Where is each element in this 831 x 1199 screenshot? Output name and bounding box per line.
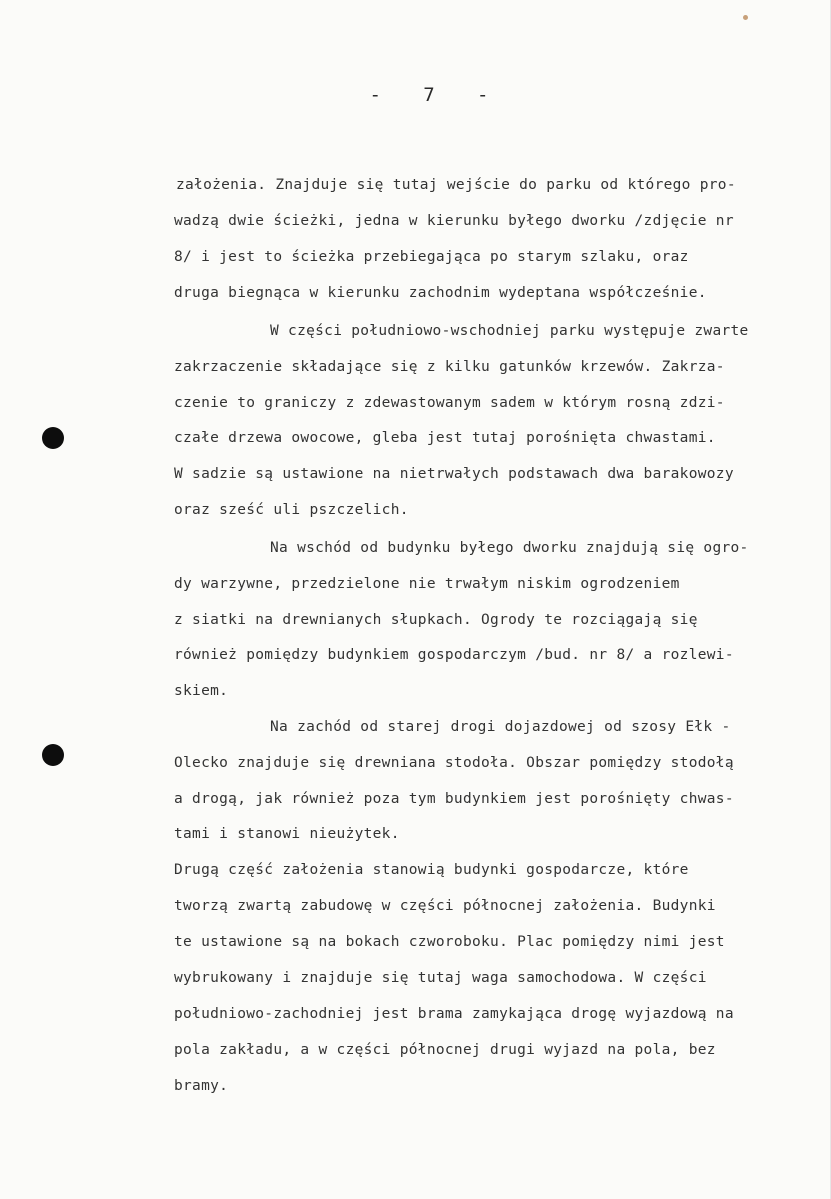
text-line: Na zachód od starej drogi dojazdowej od szosy Ełk -	[270, 719, 731, 735]
text-line: tworzą zwartą zabudowę w części północnej założenia. Budynki	[174, 898, 716, 914]
text-line: dy warzywne, przedzielone nie trwałym niskim ogrodzeniem	[174, 576, 680, 592]
text-line: bramy.	[174, 1078, 229, 1094]
punch-hole-top	[42, 427, 64, 449]
text-line: te ustawione są na bokach czworoboku. Plac pomiędzy nimi jest	[174, 934, 725, 950]
text-line: zakrzaczenie składające się z kilku gatunków krzewów. Zakrza-	[174, 359, 725, 375]
text-line: Na wschód od budynku byłego dworku znajdują się ogro-	[270, 540, 749, 556]
text-line: czałe drzewa owocowe, gleba jest tutaj porośnięta chwastami.	[174, 430, 716, 446]
text-line: oraz sześć uli pszczelich.	[174, 502, 409, 518]
text-line: druga biegnąca w kierunku zachodnim wydeptana współcześnie.	[174, 285, 707, 301]
text-line: a drogą, jak również poza tym budynkiem jest porośnięty chwas-	[174, 791, 734, 807]
page-number: - 7 -	[369, 84, 491, 106]
text-line: skiem.	[174, 683, 229, 699]
text-line: Olecko znajduje się drewniana stodoła. Obszar pomiędzy stodołą	[174, 755, 734, 771]
text-line: pola zakładu, a w części północnej drugi wyjazd na pola, bez	[174, 1042, 716, 1058]
text-line: 8/ i jest to ścieżka przebiegająca po starym szlaku, oraz	[174, 249, 689, 265]
text-line: południowo-zachodniej jest brama zamykająca drogę wyjazdową na	[174, 1006, 734, 1022]
text-line: założenia. Znajduje się tutaj wejście do parku od którego pro-	[176, 177, 736, 193]
text-line: wadzą dwie ścieżki, jedna w kierunku byłego dworku /zdjęcie nr	[174, 213, 734, 229]
text-line: W części południowo-wschodniej parku występuje zwarte	[270, 323, 749, 339]
text-line: Drugą część założenia stanowią budynki gospodarcze, które	[174, 862, 689, 878]
text-line: tami i stanowi nieużytek.	[174, 826, 400, 842]
text-line: wybrukowany i znajduje się tutaj waga samochodowa. W części	[174, 970, 707, 986]
text-line: z siatki na drewnianych słupkach. Ogrody te rozciągają się	[174, 612, 698, 628]
paper-speck	[743, 15, 748, 20]
text-line: również pomiędzy budynkiem gospodarczym /bud. nr 8/ a rozlewi-	[174, 647, 734, 663]
text-line: czenie to graniczy z zdewastowanym sadem w którym rosną zdzi-	[174, 395, 725, 411]
text-line: W sadzie są ustawione na nietrwałych podstawach dwa barakowozy	[174, 466, 734, 482]
punch-hole-bottom	[42, 744, 64, 766]
